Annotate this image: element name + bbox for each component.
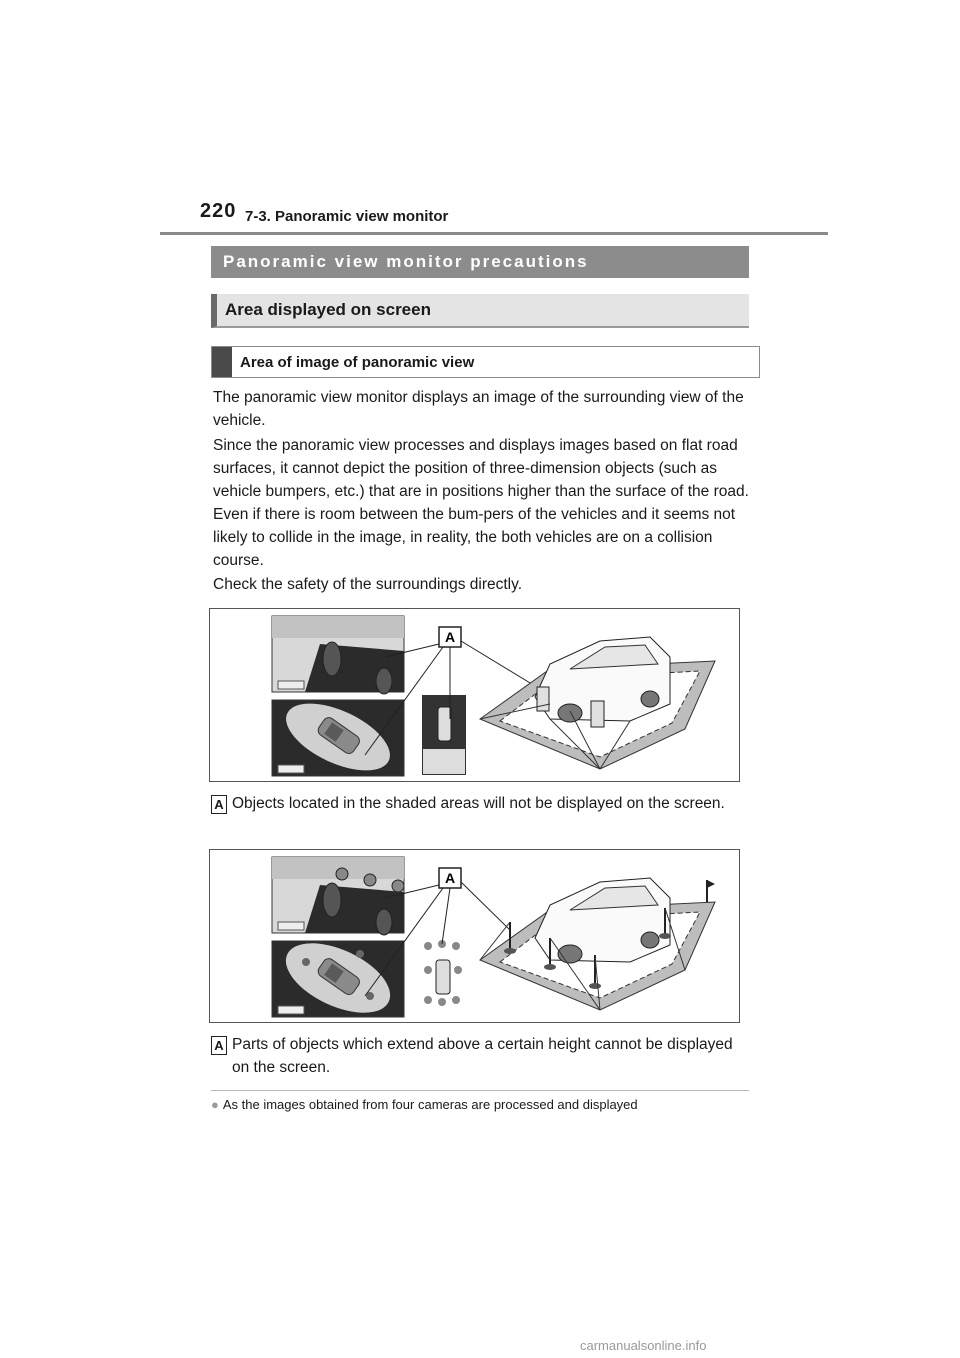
note-divider [211,1090,749,1091]
paragraph-intro: The panoramic view monitor displays an image of the surrounding view of the vehicle. [213,389,744,429]
figure-height-limit [209,849,740,1023]
subsection-title-text: Area displayed on screen [225,300,431,319]
callout-a-1-label: A [444,629,456,645]
section-title-text: Panoramic view monitor precautions [223,252,589,271]
callout-a-2 [439,868,461,888]
section-title [211,246,749,278]
figure-blind-areas [209,608,740,782]
figure-blind-areas-illustration [210,609,741,783]
header-rule [160,232,828,235]
page-number: 220 [200,200,237,222]
note-item [211,1097,751,1112]
note-text: As the images obtained from four cameras are processed and displayed [222,1097,638,1112]
paragraph-limitation: Since the panoramic view processes and displays images based on flat road surfaces, it cannot depict the position of three-dimension objects (such as vehicle bumpers, etc.) that are in positions higher than the surface of the road. Even if there is room between the bum-pers of the vehicles and it seems not likely to collide in the image, in reality, the both vehicles are on a collision course. [213,437,749,569]
figure-marker-a-1: A [211,795,227,814]
figure-caption-1: Objects located in the shaded areas will not be displayed on the screen. [232,795,725,812]
note-bullet: ● [211,1097,219,1112]
topic-title [211,346,760,378]
watermark: carmanualsonline.info [580,1338,707,1353]
subsection-title [211,294,749,328]
paragraph-safety: Check the safety of the surroundings directly. [213,576,523,593]
callout-a-1 [439,627,461,647]
topic-marker [212,347,232,377]
figure-height-limit-illustration [210,850,741,1024]
callout-a-2-label: A [444,870,456,886]
figure-caption-2: Parts of objects which extend above a certain height cannot be displayed on the screen. [232,1036,733,1076]
chapter-title: 7-3. Panoramic view monitor [245,208,449,225]
topic-title-text: Area of image of panoramic view [240,353,475,371]
figure-marker-a-2: A [211,1036,227,1055]
